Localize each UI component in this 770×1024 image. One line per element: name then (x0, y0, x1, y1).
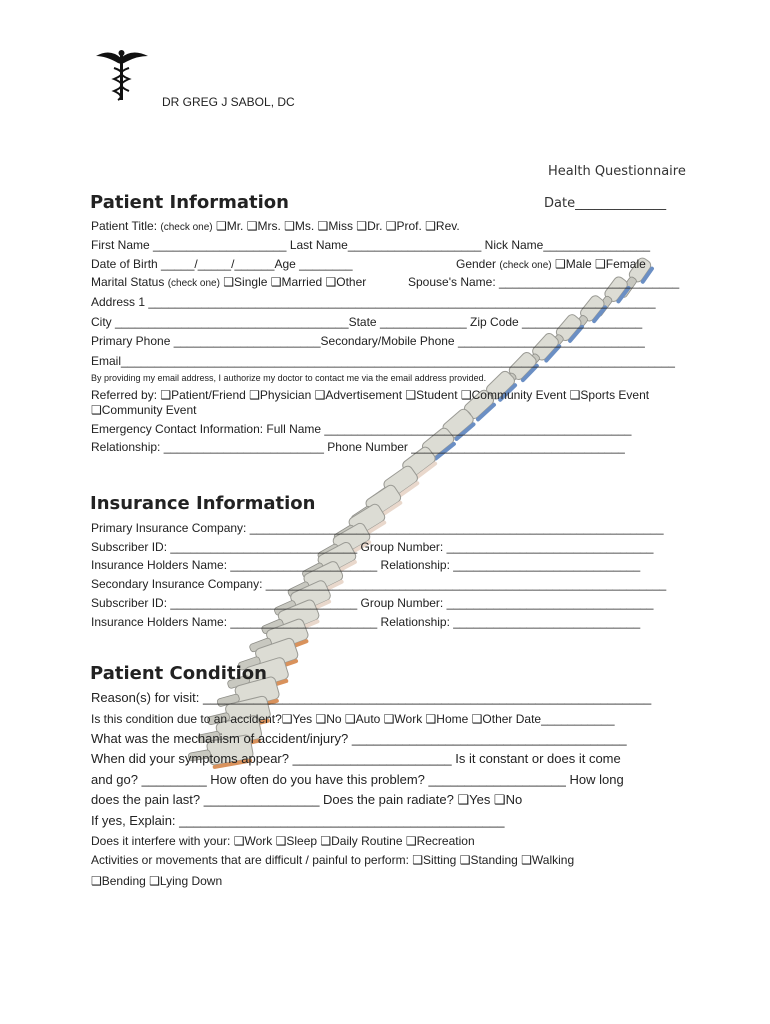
referred-by-community-event[interactable]: ❑Community Event (91, 403, 197, 417)
emergency-relationship-phone-row[interactable]: Relationship: ________________________ Phone Number ________________________________ (91, 440, 625, 454)
gender-options[interactable]: Gender (check one) ❑Male ❑Female (456, 257, 646, 271)
patient-title-row[interactable]: Patient Title: (check one) ❑Mr. ❑Mrs. ❑Ms. ❑Miss ❑Dr. ❑Prof. ❑Rev. (91, 219, 460, 233)
mechanism-field[interactable]: What was the mechanism of accident/injury? ______________________________________ (91, 731, 627, 746)
emergency-contact-field[interactable]: Emergency Contact Information: Full Name ______________________________________________ (91, 422, 632, 436)
subscriber-group-row[interactable]: Subscriber ID: ____________________________ Group Number: _______________________________ (91, 540, 654, 554)
symptoms-appear-field[interactable]: When did your symptoms appear? ______________________ Is it constant or does it come (91, 751, 621, 766)
interference-options[interactable]: Does it interfere with your: ❑Work ❑Sleep ❑Daily Routine ❑Recreation (91, 834, 475, 848)
name-row[interactable]: First Name ____________________ Last Name____________________ Nick Name________________ (91, 238, 651, 252)
secondary-insurance-field[interactable]: Secondary Insurance Company: ____________________________________________________________ (91, 577, 667, 591)
frequency-field[interactable]: and go? _________ How often do you have this problem? ___________________ How long (91, 772, 624, 787)
insurance-information-heading: Insurance Information (90, 493, 316, 514)
difficult-activities-more[interactable]: ❑Bending ❑Lying Down (91, 874, 223, 888)
reason-for-visit-field[interactable]: Reason(s) for visit: ______________________________________________________________ (91, 690, 652, 705)
email-consent-note: By providing my email address, I authorize my doctor to contact me via the email address provided. (91, 373, 487, 383)
email-field[interactable]: Email___________________________________________________________________________________ (91, 354, 675, 368)
city-state-zip-row[interactable]: City ___________________________________State _____________ Zip Code __________________ (91, 315, 643, 329)
patient-condition-heading: Patient Condition (90, 663, 267, 684)
dob-age-field[interactable]: Date of Birth _____/_____/______Age ________ (91, 257, 353, 271)
primary-insurance-field[interactable]: Primary Insurance Company: ______________________________________________________________ (91, 521, 664, 535)
date-field[interactable]: Date______________ (544, 196, 667, 211)
holder-relationship-row[interactable]: Insurance Holders Name: ______________________ Relationship: ____________________________ (91, 558, 641, 572)
pain-duration-radiate-row[interactable]: does the pain last? ________________ Does the pain radiate? ❑Yes ❑No (91, 792, 523, 807)
form-title: Health Questionnaire (548, 164, 686, 179)
spouse-name-field[interactable]: Spouse's Name: ___________________________ (408, 275, 680, 289)
explain-field[interactable]: If yes, Explain: _____________________________________________ (91, 813, 505, 828)
phone-row[interactable]: Primary Phone ______________________Secondary/Mobile Phone ____________________________ (91, 334, 645, 348)
referred-by-options[interactable]: Referred by: ❑Patient/Friend ❑Physician ❑Advertisement ❑Student ❑Community Event ❑Sports Event (91, 388, 650, 402)
secondary-holder-relationship-row[interactable]: Insurance Holders Name: ______________________ Relationship: ____________________________ (91, 615, 641, 629)
marital-status-options[interactable]: Marital Status (check one) ❑Single ❑Married ❑Other (91, 275, 367, 289)
address-field[interactable]: Address 1 ____________________________________________________________________________ (91, 295, 656, 309)
caduceus-logo-icon (92, 46, 152, 102)
difficult-activities-options[interactable]: Activities or movements that are difficult / painful to perform: ❑Sitting ❑Standing ❑Walking (91, 853, 575, 867)
patient-information-heading: Patient Information (90, 192, 289, 213)
practice-name: DR GREG J SABOL, DC (162, 95, 295, 109)
accident-options[interactable]: Is this condition due to an accident?❑Yes ❑No ❑Auto ❑Work ❑Home ❑Other Date___________ (91, 712, 615, 726)
secondary-subscriber-group-row[interactable]: Subscriber ID: ____________________________ Group Number: _______________________________ (91, 596, 654, 610)
